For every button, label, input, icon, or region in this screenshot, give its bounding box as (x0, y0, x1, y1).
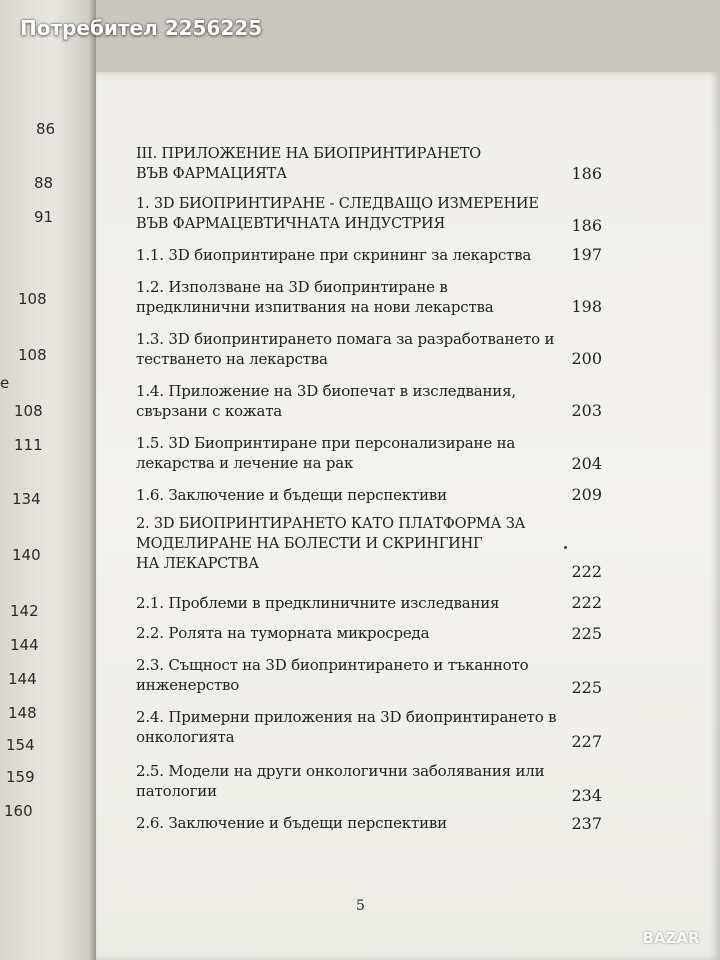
toc-page-number: 198 (571, 297, 602, 316)
toc-entry-line: 2.1. Проблеми в предклиничните изследвания (136, 594, 500, 612)
toc-entry-line: 2.2. Ролята на туморната микросреда (136, 624, 430, 642)
toc-entry-line: 1. 3D БИОПРИНТИРАНЕ - СЛЕДВАЩО ИЗМЕРЕНИЕ (136, 196, 539, 212)
toc-entry-line: 1.5. 3D Биопринтиране при персонализиране на (136, 434, 516, 452)
toc-entry-line: III. ПРИЛОЖЕНИЕ НА БИОПРИНТИРАНЕТО (136, 146, 481, 162)
toc-page-number: 237 (571, 814, 602, 833)
toc-entry-line: 2.5. Модели на други онкологични заболявания или (136, 762, 545, 780)
left-page-number: 148 (8, 704, 37, 722)
toc-entry-line: лекарства и лечение на рак (136, 454, 354, 472)
left-page-number: 111 (14, 436, 43, 454)
left-page (0, 0, 96, 960)
toc-entry-line: 2.4. Примерни приложения на 3D биопринтирането в (136, 708, 557, 726)
left-page-number: 108 (14, 402, 43, 420)
toc-page-number: 186 (571, 164, 602, 183)
left-page-number: 108 (18, 346, 47, 364)
page-number: 5 (356, 898, 365, 914)
left-page-number: 140 (12, 546, 41, 564)
toc-entry-line: 1.1. 3D биопринтиране при скрининг за лекарства (136, 246, 532, 264)
toc-entry-line: 2.6. Заключение и бъдещи перспективи (136, 814, 447, 832)
toc-entry-line: 2.3. Същност на 3D биопринтирането и тъканното (136, 656, 529, 674)
toc-entry-line: предклинични изпитвания на нови лекарства (136, 298, 494, 316)
toc-entry-line: патологии (136, 782, 217, 800)
left-page-number: 134 (12, 490, 41, 508)
toc-entry-line: 1.3. 3D биопринтирането помага за разработването и (136, 330, 555, 348)
left-page-fragment: е (0, 374, 10, 392)
toc-page-number: 197 (571, 245, 602, 264)
left-page-number: 86 (36, 120, 56, 138)
toc-page-number: 234 (571, 786, 602, 805)
toc-entry-line: МОДЕЛИРАНЕ НА БОЛЕСТИ И СКРИНГИНГ (136, 536, 483, 552)
left-page-number: 160 (4, 802, 33, 820)
toc-entry-line: НА ЛЕКАРСТВА (136, 556, 259, 572)
toc-page-number: 204 (571, 454, 602, 473)
toc-page-number: 203 (571, 401, 602, 420)
toc-entry-line: свързани с кожата (136, 402, 283, 420)
toc-page-number: 227 (571, 732, 602, 751)
toc-page-number: 225 (571, 624, 602, 643)
toc-entry-line: инженерство (136, 676, 240, 694)
toc-page-number: 209 (571, 485, 602, 504)
left-page-number: 142 (10, 602, 39, 620)
left-page-number: 159 (6, 768, 35, 786)
user-watermark: Потребител 2256225 (20, 16, 263, 40)
toc-entry-line: ВЪВ ФАРМАЦЕВТИЧНАТА ИНДУСТРИЯ (136, 216, 445, 232)
bazar-logo: BAZAR (642, 929, 700, 947)
toc-entry-line: тестването на лекарства (136, 350, 328, 368)
left-page-number: 108 (18, 290, 47, 308)
toc-page-number: 225 (571, 678, 602, 697)
toc-entry-line: 1.4. Приложение на 3D биопечат в изследвания, (136, 382, 516, 400)
toc-entry-line: 2. 3D БИОПРИНТИРАНЕТО КАТО ПЛАТФОРМА ЗА (136, 516, 526, 532)
toc-page-number: 222 (571, 593, 602, 612)
left-page-number: 144 (10, 636, 39, 654)
left-page-number: 144 (8, 670, 37, 688)
left-page-number: 154 (6, 736, 35, 754)
toc-entry-line: 1.2. Използване на 3D биопринтиране в (136, 278, 448, 296)
toc-entry-line: ВЪВ ФАРМАЦИЯТА (136, 166, 287, 182)
toc-page-number: 186 (571, 216, 602, 235)
toc-entry-line: 1.6. Заключение и бъдещи перспективи (136, 486, 447, 504)
toc-page-number: 222 (571, 562, 602, 581)
left-page-number: 88 (34, 174, 54, 192)
toc-page-number: 200 (571, 349, 602, 368)
toc-entry-line: онкологията (136, 728, 235, 746)
ink-dot (564, 546, 567, 549)
left-page-number: 91 (34, 208, 54, 226)
